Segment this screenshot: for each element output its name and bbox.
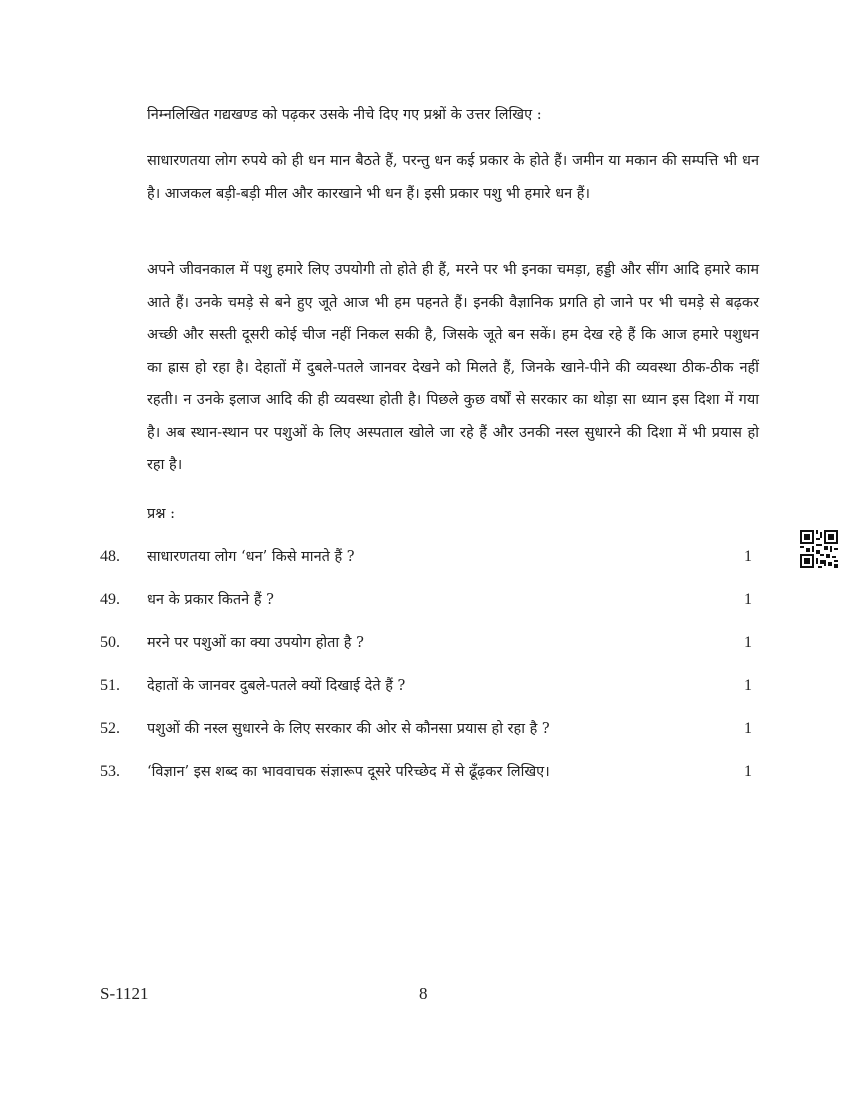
passage-paragraph-1: साधारणतया लोग रुपये को ही धन मान बैठते हैं, परन्तु धन कई प्रकार के होते हैं। जमीन या मकान की सम्पत्ति भी धन है। आजकल बड़ी-बड़ी मील और कारखाने भी धन हैं। इसी प्रकार पशु भी हमारे धन हैं।: [147, 153, 759, 202]
question-text: ‘विज्ञान’ इस शब्द का भाववाचक संज्ञारूप दूसरे परिच्छेद में से ढूँढ़कर लिखिए।: [147, 764, 550, 780]
question-number: 50.: [100, 634, 120, 651]
question-text: देहातों के जानवर दुबले-पतले क्यों दिखाई देते हैं ?: [147, 678, 406, 694]
qr-code-icon: [800, 530, 838, 568]
question-text: धन के प्रकार कितने हैं ?: [147, 592, 274, 608]
question-item: [100, 588, 752, 612]
question-number: 49.: [100, 591, 120, 608]
question-marks: 1: [744, 634, 752, 651]
paper-code: S-1121: [100, 984, 149, 1003]
question-item: [100, 674, 752, 698]
passage-instruction: निम्नलिखित गद्यखण्ड को पढ़कर उसके नीचे दिए गए प्रश्नों के उत्तर लिखिए :: [147, 107, 542, 123]
question-number: 51.: [100, 677, 120, 694]
question-marks: 1: [744, 720, 752, 737]
question-marks: 1: [744, 763, 752, 780]
question-text: साधारणतया लोग ‘धन’ किसे मानते हैं ?: [147, 549, 355, 565]
passage-paragraph-2: अपने जीवनकाल में पशु हमारे लिए उपयोगी तो होते ही हैं, मरने पर भी इनका चमड़ा, हड्डी और सींग आदि हमारे काम आते हैं। उनके चमड़े से बने हुए जूते आज भी हम पहनते हैं। इनकी वैज्ञानिक प्रगति हो जाने पर भी चमड़े से बढ़कर अच्छी और सस्ती दूसरी कोई चीज नहीं निकल सकी है, जिसके जूते बन सकें। हम देख रहे हैं कि आज हमारे पशुधन का ह्रास हो रहा है। देहातों में दुबले-पतले जानवर देखने को मिलते हैं, जिनके खाने-पीने की व्यवस्था ठीक-ठीक नहीं रहती। न उनके इलाज आदि की ही व्यवस्था होती है। पिछले कुछ वर्षों से सरकार का थोड़ा सा ध्यान इस दिशा में गया है। अब स्थान-स्थान पर पशुओं के लिए अस्पताल खोले जा रहे हैं और उनकी नस्ल सुधारने की दिशा में भी प्रयास हो रहा है।: [147, 262, 759, 473]
question-text: पशुओं की नस्ल सुधारने के लिए सरकार की ओर से कौनसा प्रयास हो रहा है ?: [147, 721, 550, 737]
page-number: 8: [419, 984, 428, 1003]
question-number: 52.: [100, 720, 120, 737]
question-item: [100, 717, 752, 741]
question-item: [100, 631, 752, 655]
question-item: [100, 545, 752, 569]
question-text: मरने पर पशुओं का क्या उपयोग होता है ?: [147, 635, 364, 651]
question-number: 53.: [100, 763, 120, 780]
question-number: 48.: [100, 548, 120, 565]
question-marks: 1: [744, 677, 752, 694]
questions-label: प्रश्न :: [147, 506, 175, 522]
question-marks: 1: [744, 548, 752, 565]
question-item: [100, 760, 752, 784]
question-marks: 1: [744, 591, 752, 608]
